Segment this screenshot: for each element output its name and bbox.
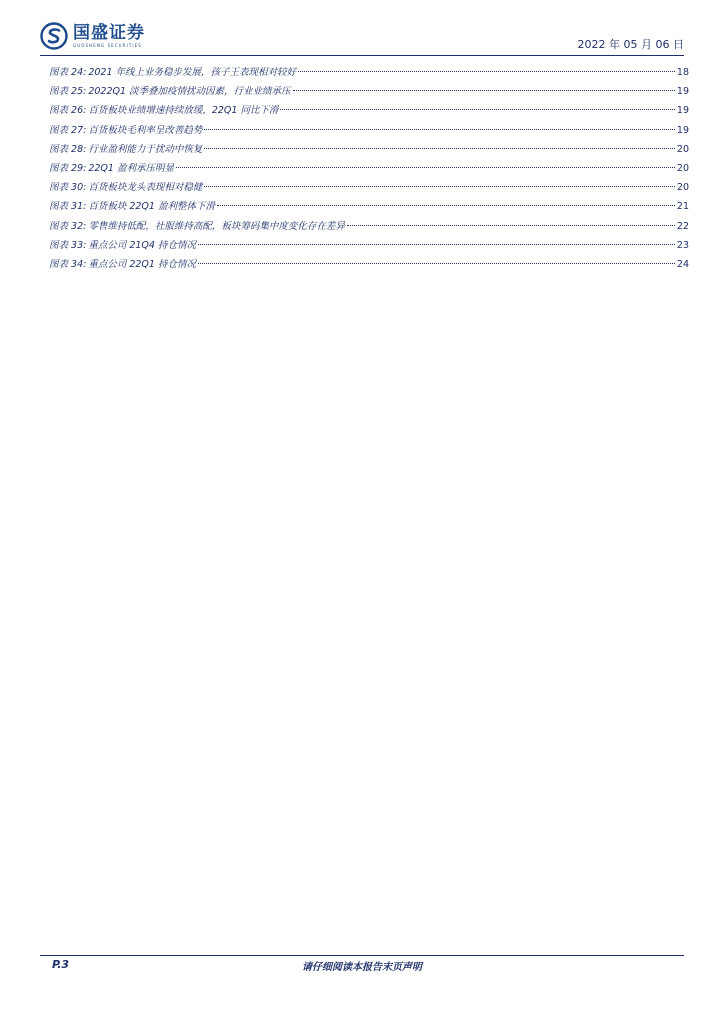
- toc-entry-page: 19: [676, 124, 689, 136]
- toc-entry[interactable]: [49, 198, 689, 217]
- toc-entry[interactable]: [49, 179, 689, 198]
- toc-entry-page: 20: [676, 182, 689, 194]
- toc-entry-label: 图表 34:: [49, 258, 87, 270]
- toc-entry[interactable]: [49, 218, 689, 237]
- toc-dot-leader: [204, 129, 675, 130]
- toc-entry-page: 20: [676, 143, 689, 155]
- toc-entry-label: 图表 24:: [49, 67, 87, 78]
- toc-dot-leader: [280, 109, 674, 110]
- toc-entry-page: 23: [676, 239, 689, 251]
- toc-entry-page: 19: [676, 105, 689, 117]
- page-number: P.3: [52, 958, 70, 971]
- toc-entry[interactable]: [49, 122, 689, 141]
- logo-wordmark-cn: 国盛证券: [73, 22, 145, 43]
- toc-entry-page: 18: [676, 67, 689, 78]
- guosheng-logo-icon: [40, 22, 68, 50]
- toc-dot-leader: [176, 167, 675, 168]
- toc-entry-label: 图表 32:: [49, 220, 87, 232]
- toc-dot-leader: [217, 205, 675, 206]
- logo-wordmark-en: GUOSHENG SECURITIES: [73, 42, 142, 48]
- toc-entry-label: 图表 26:: [49, 105, 87, 117]
- toc-entry-title: 重点公司 22Q1 持仓情况: [88, 258, 196, 270]
- toc-dot-leader: [204, 186, 675, 187]
- page-header: [0, 0, 724, 60]
- toc-dot-leader: [298, 71, 675, 72]
- toc-dot-leader: [293, 90, 675, 91]
- toc-entry[interactable]: [49, 83, 689, 102]
- disclaimer-text: 请仔细阅读本报告末页声明: [302, 962, 422, 973]
- report-date: 2022 年 05 月 06 日: [577, 38, 684, 51]
- toc-entry-label: 图表 25:: [49, 86, 87, 98]
- footer-divider: [40, 955, 684, 956]
- toc-entry-label: 图表 27:: [49, 124, 87, 136]
- toc-entry-label: 图表 33:: [49, 239, 87, 251]
- toc-entry[interactable]: [49, 160, 689, 179]
- toc-dot-leader: [204, 148, 675, 149]
- toc-entry-title: 行业盈利能力于扰动中恢复: [88, 143, 203, 155]
- toc-entry-page: 21: [676, 201, 689, 213]
- toc-entry-title: 零售维持低配，社服维持高配，板块筹码集中度变化存在差异: [88, 220, 345, 232]
- toc-entry[interactable]: [49, 256, 689, 275]
- toc-entry-page: 22: [676, 220, 689, 232]
- toc-entry-title: 百货板块业绩增速持续放缓，22Q1 同比下滑: [88, 105, 279, 117]
- toc-entry-title: 百货板块毛利率呈改善趋势: [88, 124, 203, 136]
- toc-entry-title: 重点公司 21Q4 持仓情况: [88, 239, 196, 251]
- toc-entry-title: 百货板块龙头表现相对稳健: [88, 182, 203, 194]
- toc-entry[interactable]: [49, 64, 689, 83]
- toc-entry[interactable]: [49, 102, 689, 121]
- company-logo: [40, 22, 145, 50]
- toc-entry-title: 2021 年线上业务稳步发展，孩子王表现相对较好: [88, 67, 297, 78]
- toc-entry-page: 20: [676, 162, 689, 174]
- toc-dot-leader: [198, 263, 675, 264]
- header-divider: [40, 55, 684, 56]
- toc-entry-title: 22Q1 盈利承压明显: [88, 162, 174, 174]
- toc-entry-title: 2022Q1 淡季叠加疫情扰动因素，行业业绩承压: [88, 86, 291, 98]
- toc-dot-leader: [347, 225, 675, 226]
- figure-index-list: [49, 64, 689, 275]
- toc-entry-label: 图表 29:: [49, 162, 87, 174]
- toc-entry-label: 图表 30:: [49, 182, 87, 194]
- toc-entry[interactable]: [49, 141, 689, 160]
- toc-entry-title: 百货板块 22Q1 盈利整体下滑: [88, 201, 215, 213]
- toc-dot-leader: [198, 244, 675, 245]
- toc-entry-label: 图表 31:: [49, 201, 87, 213]
- toc-entry-label: 图表 28:: [49, 143, 87, 155]
- toc-entry-page: 24: [676, 258, 689, 270]
- toc-entry-page: 19: [676, 86, 689, 98]
- toc-entry[interactable]: [49, 237, 689, 256]
